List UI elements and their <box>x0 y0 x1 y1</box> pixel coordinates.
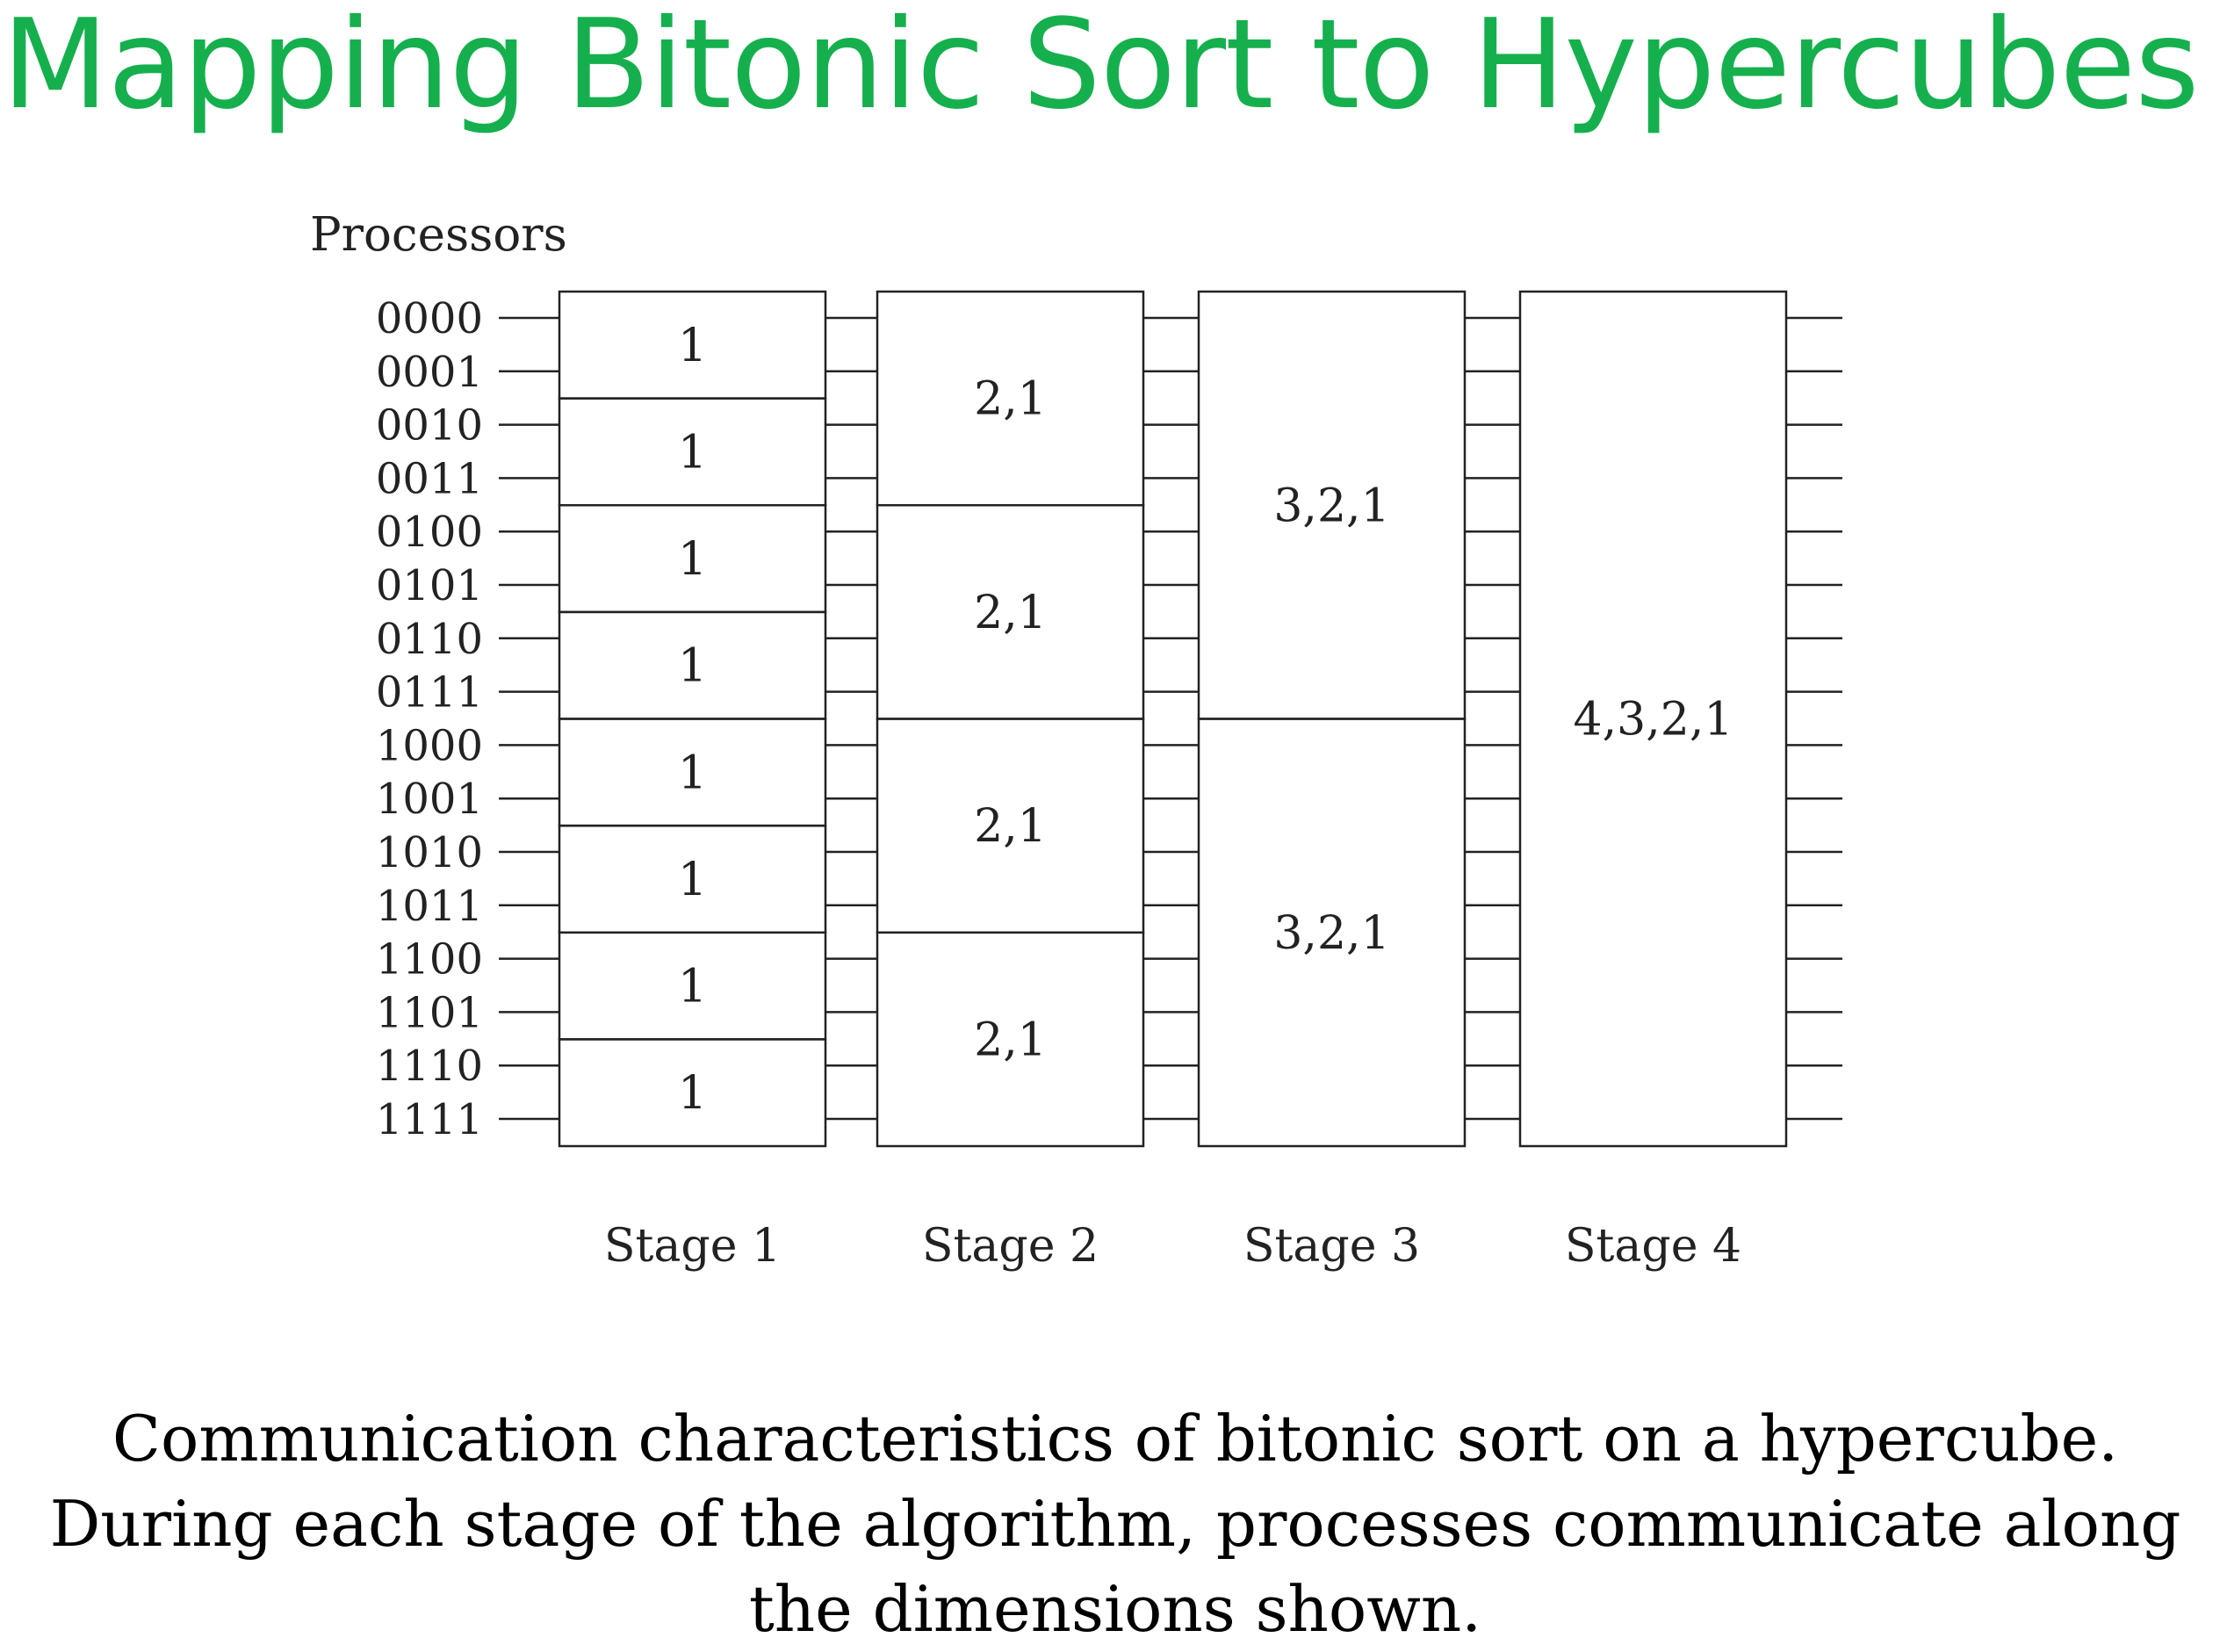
processor-label: 0101 <box>375 561 483 610</box>
processor-label: 1000 <box>375 721 483 771</box>
dimension-label: 1 <box>677 747 708 800</box>
slide-title: Mapping Bitonic Sort to Hypercubes <box>2 0 2199 137</box>
dimension-label: 1 <box>677 319 708 372</box>
dimension-label: 3,2,1 <box>1273 906 1390 960</box>
stage-label: Stage 2 <box>921 1220 1099 1273</box>
dimension-label: 1 <box>677 533 708 587</box>
processor-labels <box>376 294 483 1144</box>
processor-label: 0010 <box>375 400 483 451</box>
dimension-label: 1 <box>677 960 708 1014</box>
figure-caption: Communication characteristics of bitonic sort on a hypercube. During each stage of the algorithm, processes communicate along the dimensions shown. <box>49 1402 2181 1646</box>
processor-label: 1100 <box>375 934 483 985</box>
processor-label: 0000 <box>375 294 483 343</box>
processor-label: 0110 <box>375 614 483 664</box>
stage-label: Stage 4 <box>1564 1220 1742 1273</box>
processor-label: 0011 <box>375 454 483 504</box>
processors-axis-label: Processors <box>310 208 567 262</box>
processor-label: 0001 <box>375 347 483 397</box>
dimension-label: 3,2,1 <box>1273 480 1390 533</box>
dimension-label: 2,1 <box>974 372 1047 426</box>
processor-label: 1001 <box>375 775 483 825</box>
dimension-label: 2,1 <box>974 800 1047 854</box>
stage-columns <box>559 292 1786 1273</box>
stage-label: Stage 3 <box>1243 1220 1421 1273</box>
processor-label: 1010 <box>375 828 483 877</box>
dimension-label: 2,1 <box>974 1014 1047 1067</box>
dimension-label: 2,1 <box>974 586 1047 639</box>
dimension-label: 1 <box>677 639 708 693</box>
dimension-label: 1 <box>677 426 708 480</box>
dimension-label: 4,3,2,1 <box>1573 693 1733 747</box>
stage-label: Stage 1 <box>603 1220 782 1273</box>
processor-label: 1111 <box>375 1095 483 1144</box>
processor-label: 1101 <box>375 988 483 1038</box>
processor-label: 1011 <box>375 881 483 931</box>
dimension-label: 1 <box>677 853 708 906</box>
processor-label: 1110 <box>375 1042 483 1092</box>
processor-label: 0100 <box>375 508 483 558</box>
processor-label: 0111 <box>375 667 483 718</box>
dimension-label: 1 <box>677 1067 708 1121</box>
